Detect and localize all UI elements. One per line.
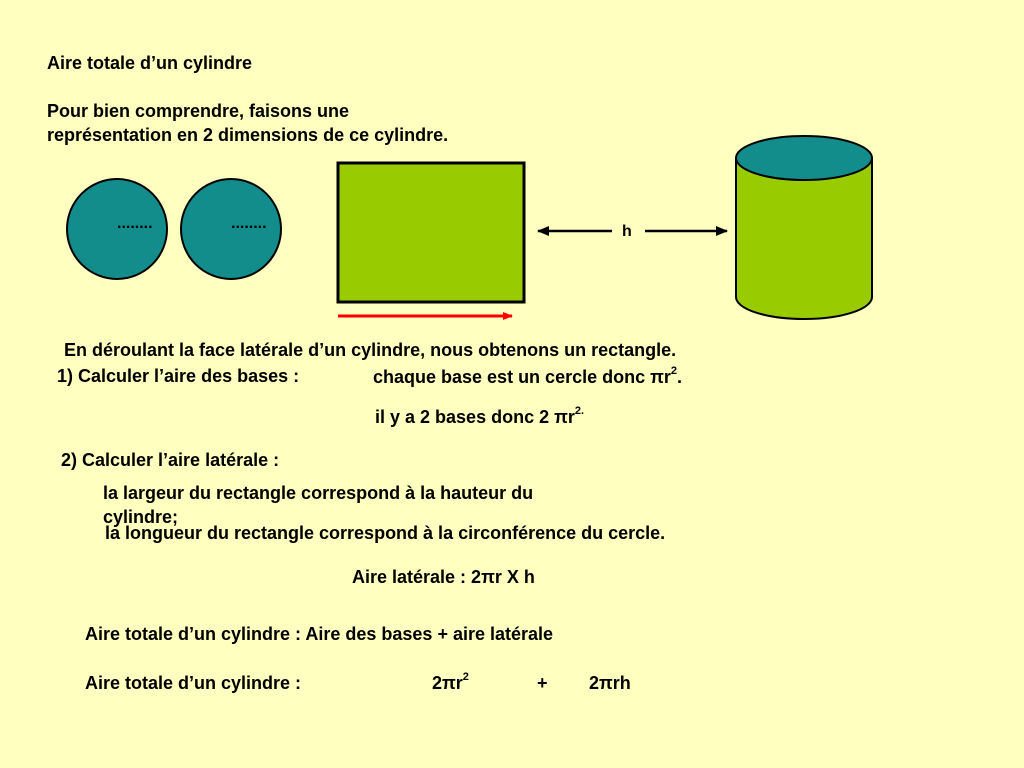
- radius-label-1: ........: [117, 215, 153, 232]
- step1-bases: il y a 2 bases donc 2 $\pi r^{2.}$: [375, 405, 585, 427]
- cylinder-body: [736, 158, 872, 319]
- step2-width-line-1: la largeur du rectangle correspond à la hauteur du: [103, 483, 534, 503]
- unroll-sentence: En déroulant la face latérale d’un cylindre, nous obtenons un rectangle.: [64, 340, 677, 360]
- lateral-rectangle: [338, 163, 524, 302]
- intro-line-1: Pour bien comprendre, faisons une: [47, 101, 350, 121]
- step1-text: chaque base est un cercle donc $\pi r^2$.: [373, 365, 683, 387]
- lateral-area-formula: Aire latérale : 2πr X h: [352, 567, 535, 587]
- height-label: h: [622, 223, 632, 240]
- step2-width-line-2: cylindre;: [103, 507, 179, 527]
- cylinder-top: [736, 136, 872, 180]
- total-term-1: $2\pi r^2$: [432, 671, 469, 693]
- step2-length-line: la longueur du rectangle correspond à la circonférence du cercle.: [105, 523, 666, 543]
- step2-label: 2) Calculer l’aire latérale :: [61, 450, 280, 470]
- page-title: Aire totale d’un cylindre: [47, 53, 253, 73]
- total-plus: +: [537, 673, 548, 693]
- total-term-2: 2πrh: [589, 673, 631, 693]
- intro-line-2: représentation en 2 dimensions de ce cylindre.: [47, 125, 449, 145]
- radius-label-2: ........: [231, 215, 267, 232]
- total-definition: Aire totale d’un cylindre : Aire des bases + aire latérale: [85, 624, 554, 644]
- step1-label: 1) Calculer l’aire des bases :: [57, 366, 300, 386]
- total-formula-label: Aire totale d’un cylindre :: [85, 673, 302, 693]
